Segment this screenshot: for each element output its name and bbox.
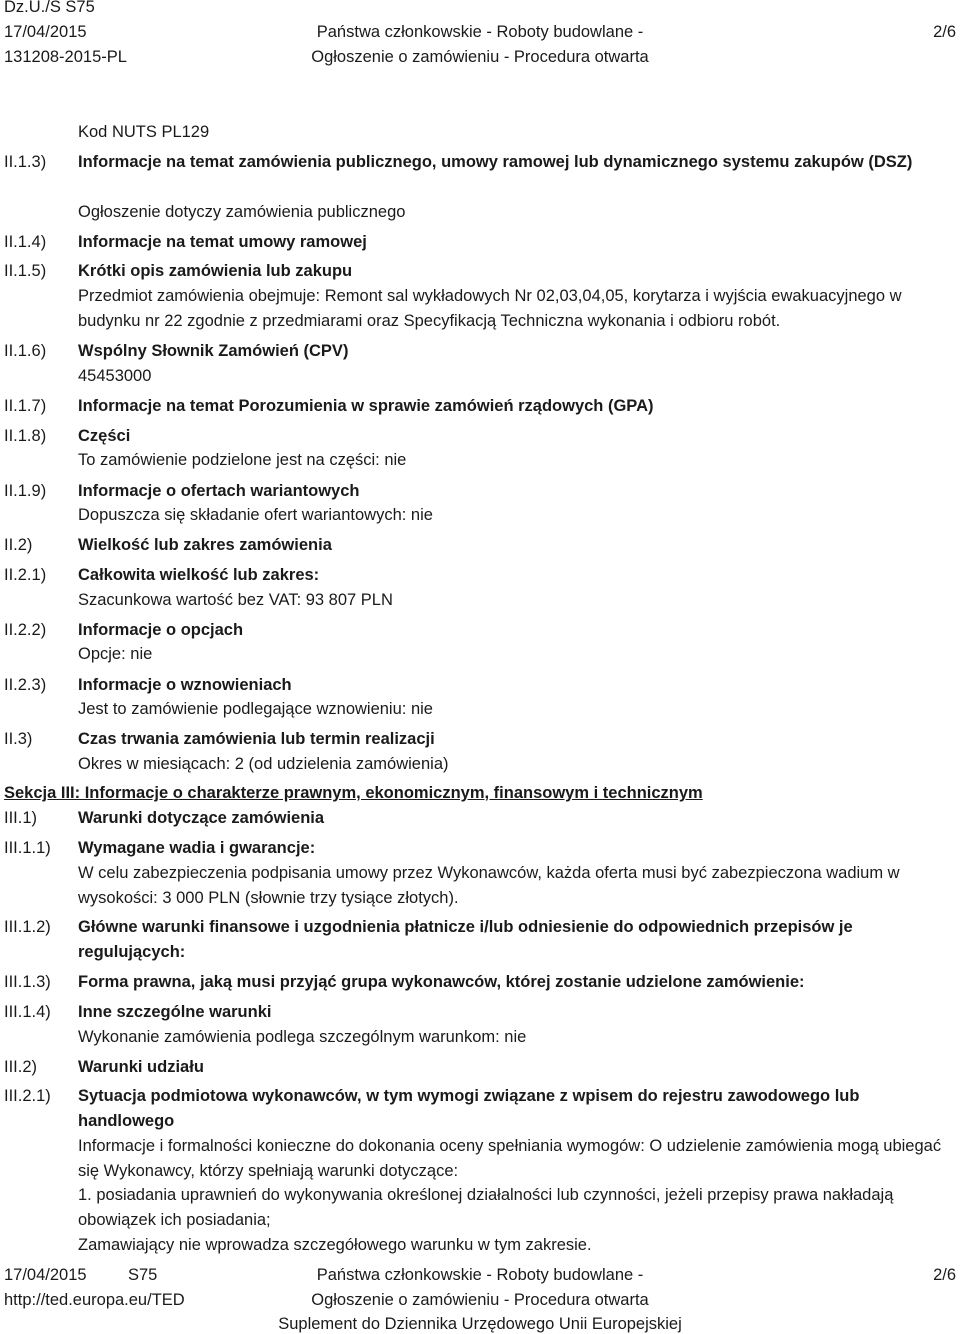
financing-heading: Główne warunki finansowe i uzgodnienia płatnicze i/lub odniesienie do odpowiednich przepisów je regulujących:	[78, 918, 853, 961]
footer-title-line2: Ogłoszenie o zamówieniu - Procedura otwarta	[311, 1291, 649, 1309]
section-number: II.2)	[4, 536, 33, 554]
section-number: III.1.1)	[4, 839, 51, 857]
lots-text: To zamówienie podzielone jest na części: nie	[78, 451, 407, 469]
section-number: II.3)	[4, 730, 33, 748]
header-title-line2: Ogłoszenie o zamówieniu - Procedura otwarta	[311, 48, 649, 66]
deposit-heading: Wymagane wadia i gwarancje:	[78, 839, 316, 857]
section-number: II.1.4)	[4, 233, 47, 251]
section-number: III.1)	[4, 809, 38, 827]
legal-form-heading: Forma prawna, jaką musi przyjąć grupa wykonawców, której zostanie udzielone zamówienie:	[78, 973, 805, 991]
dsz-text: Ogłoszenie dotyczy zamówienia publicznego	[78, 203, 406, 221]
section-number: II.2.3)	[4, 676, 47, 694]
gpa-heading: Informacje na temat Porozumienia w sprawie zamówień rządowych (GPA)	[78, 397, 654, 415]
section-number: II.1.9)	[4, 482, 47, 500]
scope-heading: Wielkość lub zakres zamówienia	[78, 536, 332, 554]
situation-note: Zamawiający nie wprowadza szczegółowego warunku w tym zakresie.	[78, 1236, 592, 1254]
footer-title-line1: Państwa członkowskie - Roboty budowlane -	[316, 1266, 644, 1284]
section-number: II.1.6)	[4, 342, 47, 360]
section-number: III.1.2)	[4, 918, 51, 936]
description-text: Przedmiot zamówienia obejmuje: Remont sal wykładowych Nr 02,03,04,05, korytarza i wyjścia ewakuacyjnego w budynku nr 22 zgodnie z przedmiarami oraz Specyfikacją Techniczna wykonania i odbioru robót.	[78, 287, 902, 330]
situation-requirement: 1. posiadania uprawnień do wykonywania określonej działalności lub czynności, jeżeli przepisy prawa nakładają obowiązek ich posiadania;	[78, 1186, 894, 1229]
section-number: III.2)	[4, 1058, 38, 1076]
renewal-heading: Informacje o wznowieniach	[78, 676, 292, 694]
estimated-value: Szacunkowa wartość bez VAT: 93 807 PLN	[78, 591, 393, 609]
section-number: II.1.8)	[4, 427, 47, 445]
footer-date: 17/04/2015	[4, 1266, 87, 1284]
other-conditions-heading: Inne szczególne warunki	[78, 1003, 272, 1021]
deposit-text: W celu zabezpieczenia podpisania umowy przez Wykonawców, każda oferta musi być zabezpieczona wadium w wysokości: 3 000 PLN (słownie trzy tysiące złotych).	[78, 864, 900, 907]
variants-text: Dopuszcza się składanie ofert wariantowych: nie	[78, 506, 433, 524]
options-text: Opcje: nie	[78, 645, 153, 663]
notice-number: 131208-2015-PL	[4, 48, 127, 66]
footer-page-number: 2/6	[933, 1266, 956, 1284]
footer-url[interactable]: http://ted.europa.eu/TED	[4, 1291, 185, 1309]
situation-text: Informacje i formalności konieczne do dokonania oceny spełniania wymogów: O udzielenie zamówienia mogą ubiegać się Wykonawcy, którzy spełniają warunki dotyczące:	[78, 1137, 942, 1180]
header-page-number: 2/6	[933, 23, 956, 41]
section-number: II.1.7)	[4, 397, 47, 415]
duration-text: Okres w miesiącach: 2 (od udzielenia zamówienia)	[78, 755, 449, 773]
section-iii-title: Sekcja III: Informacje o charakterze prawnym, ekonomicznym, finansowym i technicznym	[4, 784, 703, 802]
description-heading: Krótki opis zamówienia lub zakupu	[78, 262, 353, 280]
options-heading: Informacje o opcjach	[78, 621, 244, 639]
header-date: 17/04/2015	[4, 23, 87, 41]
variants-heading: Informacje o ofertach wariantowych	[78, 482, 360, 500]
conditions-heading: Warunki dotyczące zamówienia	[78, 809, 325, 827]
footer-series: S75	[128, 1266, 158, 1284]
journal-ref: Dz.U./S S75	[4, 0, 95, 16]
participation-heading: Warunki udziału	[78, 1058, 204, 1076]
lots-heading: Części	[78, 427, 131, 445]
duration-heading: Czas trwania zamówienia lub termin realizacji	[78, 730, 435, 748]
section-number: III.1.3)	[4, 973, 51, 991]
section-number: III.2.1)	[4, 1087, 51, 1105]
nuts-code: Kod NUTS PL129	[78, 123, 210, 141]
renewal-text: Jest to zamówienie podlegające wznowieniu: nie	[78, 700, 433, 718]
cpv-heading: Wspólny Słownik Zamówień (CPV)	[78, 342, 349, 360]
section-number: II.1.5)	[4, 262, 47, 280]
section-number: II.2.2)	[4, 621, 47, 639]
framework-heading: Informacje na temat umowy ramowej	[78, 233, 367, 251]
other-conditions-text: Wykonanie zamówienia podlega szczególnym warunkom: nie	[78, 1028, 527, 1046]
header-title-line1: Państwa członkowskie - Roboty budowlane -	[316, 23, 644, 41]
total-scope-heading: Całkowita wielkość lub zakres:	[78, 566, 320, 584]
section-number: III.1.4)	[4, 1003, 51, 1021]
dsz-heading: Informacje na temat zamówienia publicznego, umowy ramowej lub dynamicznego systemu zakupów (DSZ)	[78, 153, 913, 171]
cpv-code: 45453000	[78, 367, 152, 385]
section-number: II.1.3)	[4, 153, 47, 171]
section-number: II.2.1)	[4, 566, 47, 584]
footer-supplement: Suplement do Dziennika Urzędowego Unii Europejskiej	[278, 1315, 682, 1333]
situation-heading: Sytuacja podmiotowa wykonawców, w tym wymogi związane z wpisem do rejestru zawodowego lub handlowego	[78, 1087, 860, 1130]
